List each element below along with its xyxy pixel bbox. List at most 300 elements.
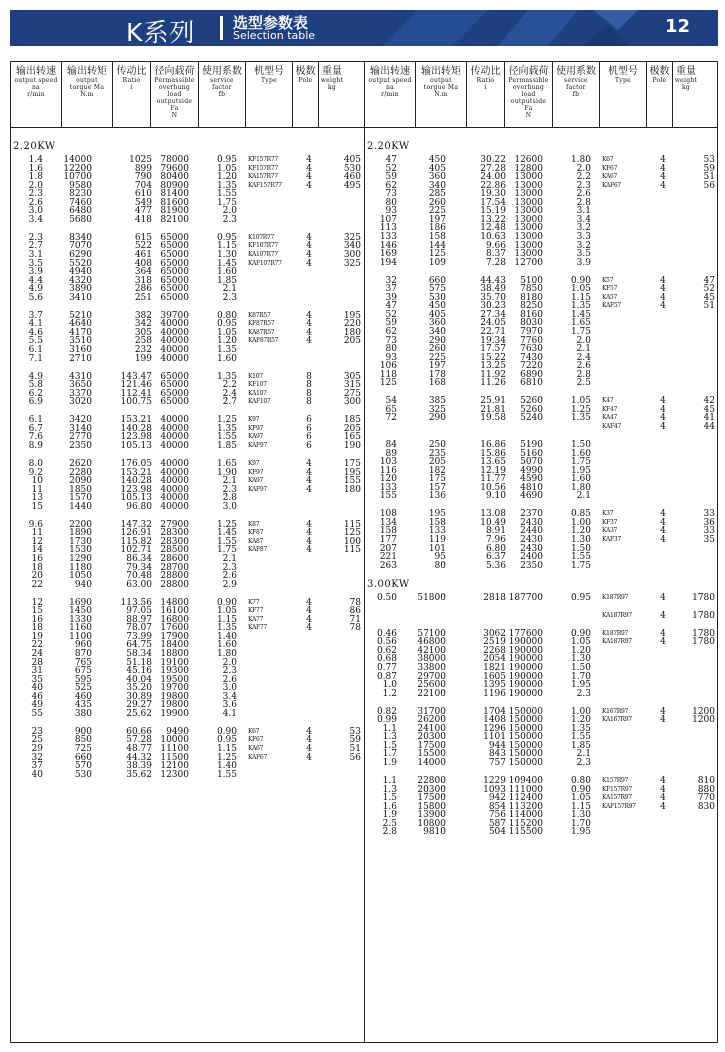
overhung-load: 40000: [160, 459, 189, 469]
output-torque: 725: [74, 744, 92, 754]
column-header-en: torgue Ma: [423, 84, 459, 91]
output-speed: 31: [31, 666, 43, 677]
column-header-en: N: [171, 112, 178, 119]
ratio: 44.32: [126, 752, 152, 763]
model-type: K167R97: [602, 707, 628, 715]
output-torque: 595: [74, 674, 92, 685]
overhung-load: 7970: [520, 326, 543, 337]
service-factor: 1.05: [570, 793, 591, 804]
weight: 59: [349, 735, 361, 746]
overhung-load: 111000: [508, 784, 543, 795]
ratio: 24.05: [480, 318, 506, 329]
ratio: 60.66: [126, 726, 152, 737]
output-speed: 106: [379, 361, 397, 372]
output-speed: 263: [379, 560, 397, 571]
weight: 305: [343, 371, 361, 382]
overhung-load: 65000: [160, 267, 189, 278]
ratio: 15.19: [480, 206, 506, 217]
pole-count: 4: [306, 752, 312, 763]
service-factor: 2.1: [576, 344, 591, 355]
weight: 1200: [692, 715, 715, 726]
service-factor: 0.85: [570, 509, 591, 520]
model-type: KA97: [248, 477, 264, 485]
ratio: 899: [134, 163, 152, 174]
overhung-load: 40000: [160, 476, 189, 487]
ratio: 16.86: [480, 440, 506, 450]
ratio: 140.28: [120, 476, 152, 487]
model-type: K97: [248, 416, 260, 424]
service-factor: 2.0: [222, 206, 237, 217]
output-torque: 1690: [69, 597, 92, 608]
output-speed: 6.2: [28, 388, 43, 399]
service-factor: 1.95: [570, 465, 591, 476]
ratio: 35.62: [126, 769, 152, 780]
ratio: 113.56: [120, 597, 152, 608]
pole-count: 6: [306, 415, 312, 426]
output-speed: 1.5: [382, 793, 397, 804]
output-torque: 5210: [69, 310, 92, 321]
table-header-left: [11, 62, 364, 128]
pole-count: 4: [660, 793, 666, 804]
service-factor: 2.6: [222, 571, 237, 582]
pole-count: 4: [660, 509, 666, 520]
ratio: 790: [134, 172, 152, 183]
column-header: [673, 62, 699, 127]
model-type: KA157R77: [248, 173, 278, 181]
overhung-load: 19700: [160, 683, 189, 694]
ratio: 318: [134, 275, 152, 286]
service-factor: 1.75: [570, 326, 591, 337]
overhung-load: 12800: [514, 163, 543, 174]
output-speed: 0.99: [376, 715, 397, 726]
service-factor: 0.90: [216, 597, 237, 608]
weight: 33: [703, 526, 715, 537]
title-separator: [220, 16, 223, 40]
ratio: 942: [488, 793, 506, 804]
column-header: [647, 62, 673, 127]
pole-count: 4: [306, 614, 312, 625]
pole-count: 4: [660, 275, 666, 286]
weight: 100: [343, 536, 361, 547]
pole-count: 4: [306, 536, 312, 547]
output-speed: 80: [385, 344, 397, 355]
overhung-load: 19500: [160, 674, 189, 685]
service-factor: 3.0: [222, 501, 237, 512]
model-type: KA87: [248, 537, 264, 545]
output-torque: 870: [74, 649, 92, 659]
service-factor: 1.35: [216, 423, 237, 434]
service-factor: 1.35: [216, 345, 237, 355]
service-factor: 1.05: [570, 637, 591, 648]
service-factor: 3.3: [576, 231, 591, 242]
pole-count: 4: [306, 744, 312, 754]
overhung-load: 6810: [520, 378, 543, 389]
page-header: [10, 10, 718, 46]
service-factor: 2.7: [222, 397, 237, 408]
weight: 195: [343, 310, 361, 321]
service-factor: 1.20: [570, 645, 591, 656]
column-header-cn: 重量: [676, 66, 696, 77]
pole-count: 4: [660, 526, 666, 537]
ratio: 587: [488, 818, 506, 829]
table-row: [11, 770, 364, 780]
output-torque: 109: [428, 257, 446, 268]
output-torque: 125: [428, 249, 446, 260]
service-factor: 2.2: [222, 380, 237, 391]
output-speed: 6.7: [28, 423, 43, 434]
weight: 59: [703, 163, 715, 174]
service-factor: 2.3: [222, 666, 237, 677]
column-header-en: na: [31, 84, 41, 91]
model-type: KAF57: [602, 302, 621, 310]
output-torque: 3160: [69, 345, 92, 355]
overhung-load: 5260: [520, 396, 543, 407]
output-speed: 1.3: [382, 732, 397, 743]
model-type: KA157R97: [602, 794, 632, 802]
column-header-cn: 极数: [295, 66, 316, 77]
ratio: 3062: [483, 628, 506, 639]
output-speed: 3.0: [28, 206, 43, 217]
overhung-load: 27900: [160, 519, 189, 530]
weight: 1780: [692, 592, 715, 603]
output-speed: 6.1: [28, 415, 43, 426]
ratio: 1408: [483, 715, 506, 726]
weight: 56: [703, 180, 715, 191]
column-header: [293, 62, 319, 127]
ratio: 126.91: [120, 528, 152, 539]
overhung-load: 81900: [160, 206, 189, 217]
overhung-load: 65000: [160, 241, 189, 252]
output-torque: 235: [428, 448, 446, 459]
output-speed: 25: [31, 735, 43, 746]
output-speed: 73: [385, 189, 397, 200]
pole-count: 4: [660, 706, 666, 717]
output-speed: 1.3: [382, 784, 397, 795]
service-factor: 2.5: [576, 378, 591, 389]
column-header-en: torgue Ma: [69, 84, 105, 91]
column-header-en: N.m: [434, 91, 448, 98]
model-type: KAF157R97: [602, 802, 636, 810]
output-speed: 1.8: [28, 172, 43, 183]
ratio: 48.77: [126, 744, 152, 754]
service-factor: 1.00: [570, 706, 591, 717]
service-factor: 1.15: [570, 292, 591, 303]
output-torque: 940: [74, 579, 92, 590]
service-factor: 2.0: [222, 657, 237, 668]
overhung-load: 13000: [514, 231, 543, 242]
output-speed: 133: [379, 482, 397, 493]
service-factor: 1.80: [216, 649, 237, 659]
ratio: 176.05: [120, 459, 152, 469]
overhung-load: 2430: [520, 535, 543, 545]
column-header: [467, 62, 505, 127]
service-factor: 1.30: [216, 250, 237, 260]
model-type: K187R97: [602, 629, 628, 637]
weight: 205: [343, 336, 361, 347]
output-torque: 20300: [417, 784, 446, 795]
output-torque: 144: [428, 240, 446, 251]
output-speed: 54: [385, 396, 397, 407]
model-type: KA187R97: [602, 611, 632, 619]
output-torque: 195: [428, 509, 446, 520]
overhung-load: 65000: [160, 250, 189, 260]
column-header-cn: 重量: [322, 66, 342, 77]
output-torque: 285: [428, 189, 446, 200]
overhung-load: 28800: [160, 579, 189, 590]
service-factor: 3.2: [576, 240, 591, 251]
weight: 495: [343, 180, 361, 191]
output-speed: 0.56: [376, 637, 397, 648]
service-factor: 1.80: [570, 155, 591, 165]
overhung-load: 13000: [514, 189, 543, 200]
weight: 530: [343, 163, 361, 174]
overhung-load: 7630: [520, 344, 543, 355]
overhung-load: 113200: [508, 801, 543, 812]
output-speed: 221: [379, 552, 397, 563]
output-speed: 5.8: [28, 380, 43, 391]
overhung-load: 19300: [160, 666, 189, 677]
service-factor: 3.6: [222, 700, 237, 711]
ratio: 843: [488, 749, 506, 760]
service-factor: 1.55: [216, 432, 237, 443]
column-header-en: i: [130, 84, 133, 91]
output-speed: 2.3: [28, 189, 43, 200]
output-speed: 9.2: [28, 467, 43, 478]
column-header-cn: 传动比: [470, 66, 501, 77]
ratio: 15.86: [480, 448, 506, 459]
output-torque: 660: [428, 275, 446, 286]
weight: 830: [697, 801, 715, 812]
column-header: [151, 62, 199, 127]
column-header-en: r/min: [27, 91, 45, 98]
model-type: KA47: [602, 414, 618, 422]
weight: 42: [703, 396, 715, 407]
ratio: 11.26: [480, 378, 506, 389]
pole-count: 4: [306, 623, 312, 634]
column-header-en: factor: [566, 84, 586, 91]
overhung-load: 78000: [160, 155, 189, 165]
output-torque: 290: [428, 413, 446, 424]
output-torque: 2280: [69, 467, 92, 478]
ratio: 10.56: [480, 482, 506, 493]
output-speed: 2.0: [28, 180, 43, 191]
overhung-load: 13000: [514, 214, 543, 225]
ratio: 342: [134, 319, 152, 330]
ratio: 96.80: [126, 501, 152, 512]
weight: 340: [343, 241, 361, 252]
output-speed: 4.9: [28, 284, 43, 295]
output-torque: 360: [428, 318, 446, 329]
output-speed: 134: [379, 517, 397, 528]
ratio: 757: [488, 758, 506, 768]
model-type: KA97: [248, 433, 264, 441]
model-type: K47: [602, 397, 614, 405]
output-speed: 1.1: [382, 776, 397, 787]
column-header: [319, 62, 345, 127]
service-factor: 1.15: [570, 801, 591, 812]
output-torque: 225: [428, 206, 446, 217]
column-header-en: load: [521, 91, 536, 98]
weight: 52: [703, 284, 715, 295]
power-section-label: 2.20KW: [367, 141, 410, 152]
output-speed: 0.46: [376, 628, 397, 639]
column-header: [365, 62, 416, 127]
column-header-en: Type: [615, 77, 631, 84]
output-torque: 325: [428, 404, 446, 415]
output-speed: 2.6: [28, 197, 43, 208]
weight: 53: [349, 726, 361, 737]
overhung-load: 16100: [160, 606, 189, 617]
model-type: KAF107R77: [248, 259, 282, 267]
output-torque: 4320: [69, 275, 92, 286]
ratio: 88.97: [126, 614, 152, 625]
pole-count: 4: [660, 610, 666, 621]
pole-count: 4: [660, 172, 666, 183]
overhung-load: 19800: [160, 691, 189, 702]
output-torque: 9810: [423, 827, 446, 838]
output-speed: 8.9: [28, 440, 43, 451]
service-factor: 1.20: [570, 715, 591, 726]
pole-count: 4: [660, 776, 666, 787]
overhung-load: 12700: [514, 257, 543, 268]
service-factor: 0.90: [570, 275, 591, 286]
weight: 115: [343, 519, 361, 530]
output-speed: 23: [31, 726, 43, 737]
output-torque: 3650: [69, 380, 92, 391]
overhung-load: 190000: [508, 637, 543, 648]
ratio: 123.98: [120, 432, 152, 443]
ratio: 13.22: [480, 214, 506, 225]
ratio: 19.34: [480, 335, 506, 346]
output-torque: 10800: [417, 818, 446, 829]
output-torque: 380: [74, 708, 92, 719]
overhung-load: 8250: [520, 301, 543, 312]
ratio: 21.81: [480, 404, 506, 415]
overhung-load: 8180: [520, 292, 543, 303]
pole-count: 4: [660, 163, 666, 174]
ratio: 199: [134, 353, 152, 364]
service-factor: 4.1: [222, 708, 237, 719]
model-type: K107R77: [248, 233, 274, 241]
column-header-en: output: [430, 77, 452, 84]
output-torque: 168: [428, 378, 446, 389]
overhung-load: 81600: [160, 197, 189, 208]
ratio: 45.16: [126, 666, 152, 677]
weight: 78: [349, 597, 361, 608]
ratio: 610: [134, 189, 152, 200]
service-factor: 1.20: [216, 336, 237, 347]
service-factor: 1.85: [216, 275, 237, 286]
overhung-load: 109400: [508, 776, 543, 787]
overhung-load: 10000: [160, 735, 189, 746]
weight: 1780: [692, 610, 715, 621]
column-header: [246, 62, 293, 127]
service-factor: 0.80: [570, 776, 591, 787]
service-factor: 3.0: [222, 683, 237, 694]
weight: 220: [343, 319, 361, 330]
ratio: 112.41: [120, 388, 152, 399]
output-speed: 3.1: [28, 250, 43, 260]
column-header-cn: 输出转速: [370, 66, 410, 77]
overhung-load: 65000: [160, 380, 189, 391]
model-type: K77: [248, 598, 260, 606]
output-speed: 146: [379, 240, 397, 251]
column-header: [62, 62, 113, 127]
output-torque: 6290: [69, 250, 92, 260]
service-factor: 1.25: [216, 415, 237, 426]
ratio: 27.34: [480, 309, 506, 320]
output-torque: 178: [428, 369, 446, 380]
output-speed: 32: [31, 752, 43, 763]
column-header-en: Pole: [298, 77, 313, 84]
output-torque: 186: [428, 223, 446, 234]
output-speed: 4.1: [28, 319, 43, 330]
output-torque: 22800: [417, 776, 446, 787]
ratio: 7.28: [485, 257, 506, 268]
model-type: KF67: [248, 736, 264, 744]
output-torque: 14000: [63, 155, 92, 165]
column-header: [553, 62, 600, 127]
title-chinese: 选型参数表: [233, 14, 309, 32]
model-type: KA77: [248, 615, 264, 623]
model-type: KA107: [248, 389, 267, 397]
weight: 315: [343, 380, 361, 391]
overhung-load: 28500: [160, 545, 189, 556]
ratio: 615: [134, 232, 152, 243]
ratio: 1196: [483, 688, 506, 699]
output-speed: 47: [385, 301, 397, 312]
ratio: 461: [134, 250, 152, 260]
overhung-load: 2350: [520, 560, 543, 571]
weight: 190: [343, 440, 361, 451]
output-speed: 5.5: [28, 336, 43, 347]
weight: 35: [703, 535, 715, 545]
output-torque: 2200: [69, 519, 92, 530]
service-factor: 1.60: [216, 353, 237, 364]
output-speed: 35: [31, 674, 43, 685]
pole-count: 4: [306, 327, 312, 338]
service-factor: 1.70: [570, 818, 591, 829]
model-type: KF97: [248, 424, 264, 432]
model-type: KAF37: [602, 536, 621, 543]
overhung-load: 6890: [520, 369, 543, 380]
table-row: [11, 441, 364, 451]
overhung-load: 5190: [520, 440, 543, 450]
output-torque: 29700: [417, 671, 446, 682]
output-torque: 1730: [69, 536, 92, 547]
column-header-en: outputside: [510, 98, 547, 105]
weight: 44: [703, 421, 715, 432]
output-speed: 15: [31, 501, 43, 512]
column-header-cn: 机型号: [254, 66, 284, 77]
model-type: KF87R57: [248, 320, 275, 328]
ratio: 73.99: [126, 631, 152, 642]
weight: 41: [703, 413, 715, 424]
output-speed: 1.9: [382, 758, 397, 768]
output-speed: 1.4: [28, 155, 43, 165]
overhung-load: 28700: [160, 562, 189, 573]
weight: 1780: [692, 628, 715, 639]
model-type: K107: [248, 372, 263, 380]
pole-count: 4: [660, 517, 666, 528]
model-type: KA107R77: [248, 251, 278, 258]
pole-count: 4: [306, 319, 312, 330]
output-speed: 39: [385, 292, 397, 303]
ratio: 10.63: [480, 231, 506, 242]
output-speed: 47: [385, 155, 397, 165]
ratio: 153.21: [120, 415, 152, 426]
service-factor: 1.05: [570, 396, 591, 407]
